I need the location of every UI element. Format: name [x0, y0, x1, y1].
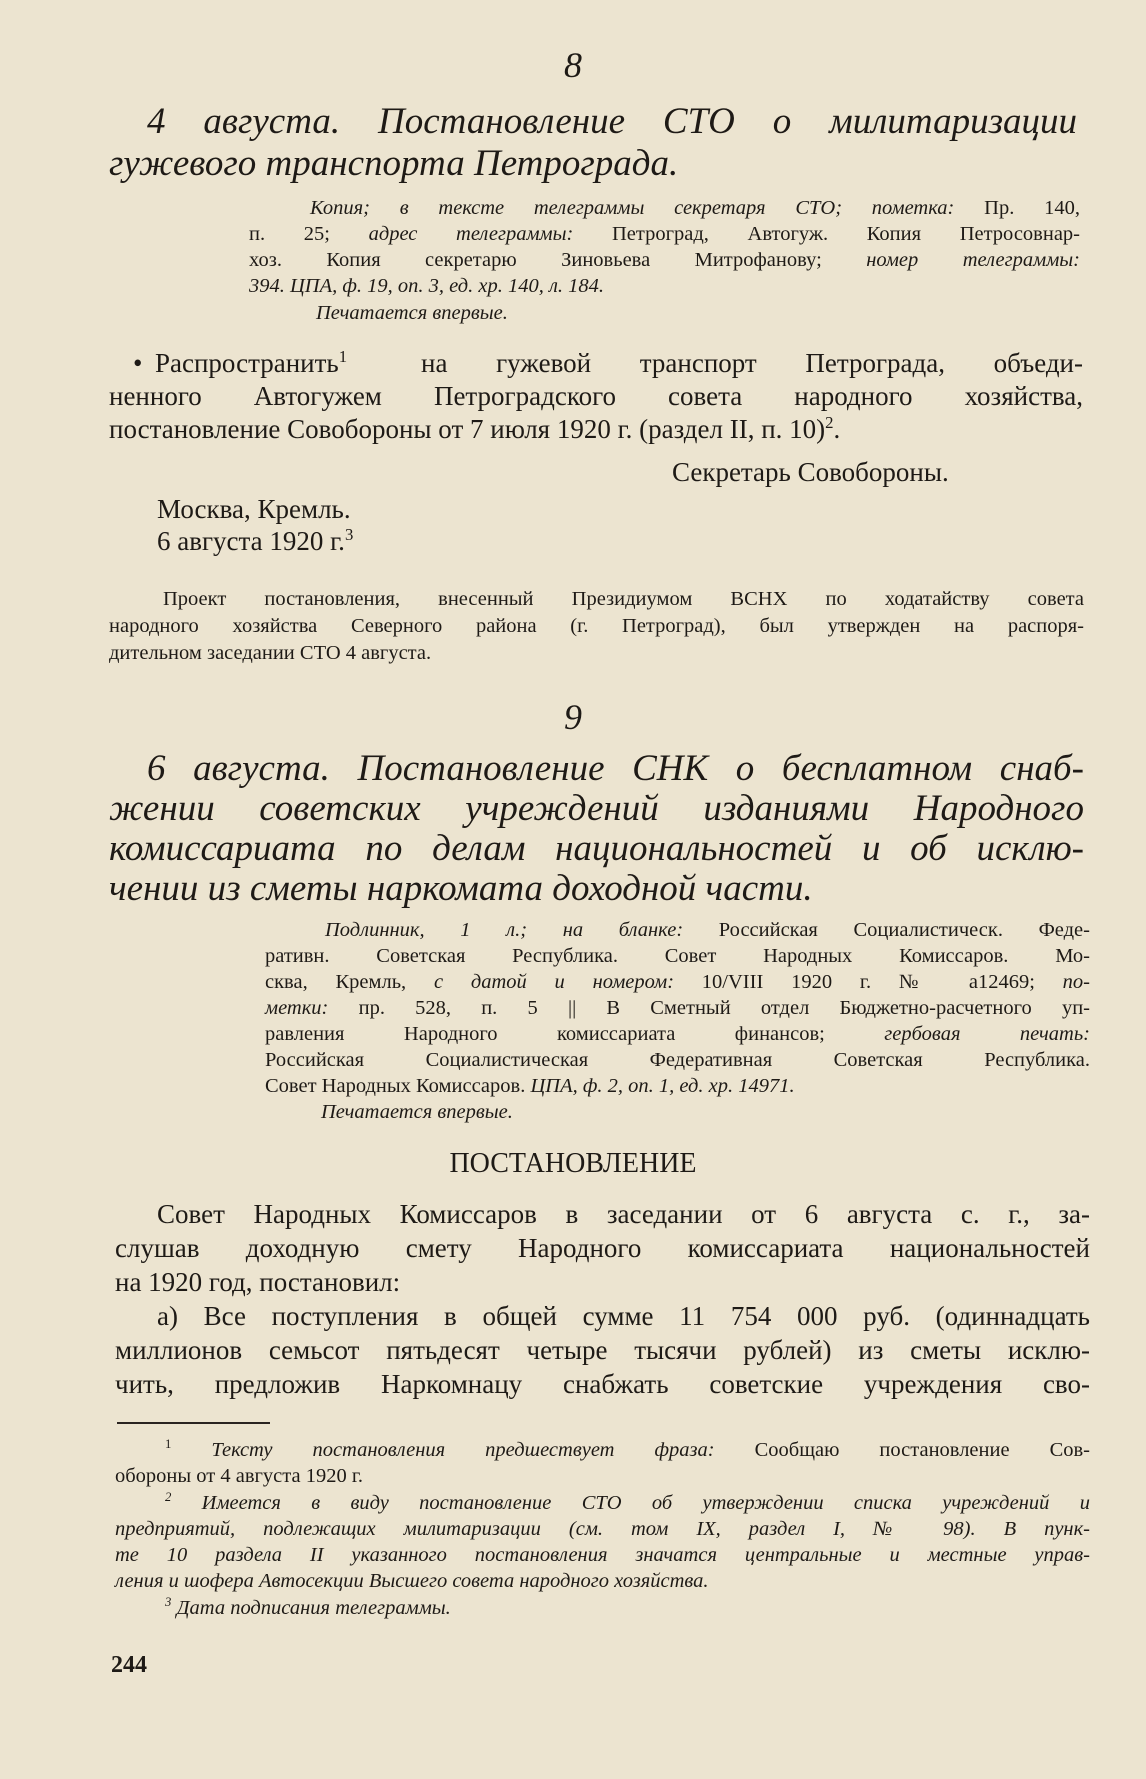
doc8-body-line-3: постановление Совобороны от 7 июля 1920 г. (раздел II, п. 10)$^2$.	[109, 413, 841, 444]
document-number-9: 9	[564, 697, 582, 737]
doc9-title-line-4: чении из сметы наркомата доходной части.	[109, 868, 813, 909]
footnote-2-line-1: $^2$ Имеется в виду постановление СТО об утверждении списка учреждений и	[165, 1490, 1090, 1514]
document-number-8: 8	[564, 45, 582, 85]
book-page: 8 4 августа. Постановление СТО о милитаризации гужевого транспорта Петрограда. Копия; в тексте телеграммы секретаря СТО; пометка: Пр. 140, п. 25; адрес телеграммы: Петроград, Автогуж. Копия Петросовнар- хоз. Копия секретарю Зиновьева Митрофанову; номер телеграммы: 394. ЦПА, ф. 19, оп. 3, ед. хр. 140, л. 184. Печатается впервые. • Распространить$^1$ на гужевой транспорт Петрограда, объеди- ненного Автогужем Петроградского совета народного хозяйства, постановление Совобороны от 7 июля 1920 г. (раздел II, п. 10)$^2$. Секретарь Совобороны. Москва, Кремль. 6 августа 1920 г.$^3$ Проект постановления, внесенный Президиумом ВСНХ по ходатайству совета народного хозяйства Северного района (г. Петроград), был утвержден на распоря- дительном заседании СТО 4 августа. 9 6 августа. Постановление СНК о бесплатном снаб- жении советских учреждений изданиями Народного комиссариата по делам национальностей и об исклю- чении из сметы наркомата доходной части. Подлинник, 1 л.; на бланке: Российская Социалистическ. Феде- ративн. Советская Республика. Совет Народных Комиссаров. Мо- сква, Кремль, с датой и номером: 10/VIII 1920 г. № а12469; по- метки: пр. 528, п. 5 || В Сметный отдел Бюджетно-расчетного уп- равления Народного комиссариата финансов; гербовая печать: Российская Социалистическая Федеративная Советская Республика. Совет Народных Комиссаров. ЦПА, ф. 2, оп. 1, ед. хр. 14971. Печатается впервые. ПОСТАНОВЛЕНИЕ Совет Народных Комиссаров в заседании от 6 августа с. г., за- слушав доходную смету Народного комиссариата национальностей на 1920 год, постановил: а) Все поступления в общей сумме 11 754 000 руб. (одиннадцать миллионов семьсот пятьдесят четыре тысячи рублей) из сметы исклю- чить, предложив Наркомнацу снабжать советские учреждения сво- $^1$ Тексту постановления предшествует фраза: Сообщаю постановление Сов- обороны от 4 августа 1920 г. $^2$ Имеется в виду постановление СТО об утверждении списка учреждений и предприятий, подлежащих милитаризации (см. том IX, раздел I, № 98). В пунк- те 10 раздела II указанного постановления значатся центральные и местные управ- ления и шофера Автосекции Высшего совета народного хозяйства. $^3$ Дата подписания телеграммы. 244	[0, 0, 1146, 1779]
footnote-3: $^3$ Дата подписания телеграммы.	[165, 1595, 451, 1619]
doc8-signature: Секретарь Совобороны.	[672, 457, 949, 487]
doc8-title-line-2: гужевого транспорта Петрограда.	[109, 143, 679, 184]
doc9-title-line-2: жении советских учреждений изданиями Народного	[109, 788, 1084, 829]
doc8-archive-line-1: Копия; в тексте телеграммы секретаря СТО; пометка: Пр. 140,	[310, 197, 1080, 219]
doc8-archive-line-2: п. 25; адрес телеграммы: Петроград, Автогуж. Копия Петросовнар-	[249, 223, 1080, 245]
doc8-editorial-line-2: народного хозяйства Северного района (г. Петроград), был утвержден на распоря-	[109, 615, 1084, 637]
doc9-print-note: Печатается впервые.	[321, 1101, 513, 1123]
doc8-print-note: Печатается впервые.	[316, 302, 508, 324]
doc8-editorial-line-1: Проект постановления, внесенный Президиумом ВСНХ по ходатайству совета	[163, 588, 1084, 610]
doc8-title-line-1: 4 августа. Постановление СТО о милитаризации	[147, 101, 1077, 142]
doc9-archive-line-4: метки: пр. 528, п. 5 || В Сметный отдел Бюджетно-расчетного уп-	[265, 997, 1090, 1019]
footnote-2-line-3: те 10 раздела II указанного постановления значатся центральные и местные управ-	[115, 1544, 1090, 1566]
doc9-body-line-6: чить, предложив Наркомнацу снабжать советские учреждения сво-	[115, 1369, 1090, 1399]
footnote-1-line-1: $^1$ Тексту постановления предшествует фраза: Сообщаю постановление Сов-	[165, 1437, 1090, 1461]
doc9-archive-line-3: сква, Кремль, с датой и номером: 10/VIII 1920 г. № а12469; по-	[265, 971, 1090, 993]
doc8-editorial-line-3: дительном заседании СТО 4 августа.	[109, 642, 432, 664]
footnote-ref-2: 2	[825, 413, 834, 432]
footnote-divider	[117, 1422, 270, 1424]
doc9-archive-line-7: Совет Народных Комиссаров. ЦПА, ф. 2, оп. 1, ед. хр. 14971.	[265, 1075, 795, 1097]
doc8-archive-line-4: 394. ЦПА, ф. 19, оп. 3, ед. хр. 140, л. 184.	[249, 275, 605, 297]
doc8-date: 6 августа 1920 г.$^3$	[157, 525, 354, 556]
footnote-ref-1: 1	[338, 347, 348, 366]
doc8-archive-line-3: хоз. Копия секретарю Зиновьева Митрофанову; номер телеграммы:	[249, 249, 1081, 271]
doc9-heading: ПОСТАНОВЛЕНИЕ	[449, 1148, 697, 1179]
doc9-body-line-2: слушав доходную смету Народного комиссариата национальностей	[115, 1233, 1090, 1263]
doc9-body-line-3: на 1920 год, постановил:	[115, 1267, 401, 1297]
footnote-1-line-2: обороны от 4 августа 1920 г.	[115, 1465, 364, 1487]
doc8-body-line-2: ненного Автогужем Петроградского совета народного хозяйства,	[109, 381, 1083, 411]
doc9-body-line-4: а) Все поступления в общей сумме 11 754 000 руб. (одиннадцать	[157, 1301, 1090, 1331]
doc9-body-line-5: миллионов семьсот пятьдесят четыре тысячи рублей) из сметы исклю-	[115, 1335, 1090, 1365]
doc9-archive-line-1: Подлинник, 1 л.; на бланке: Российская Социалистическ. Феде-	[325, 919, 1090, 941]
doc9-archive-line-5: равления Народного комиссариата финансов; гербовая печать:	[265, 1023, 1090, 1045]
doc9-archive-line-6: Российская Социалистическая Федеративная Советская Республика.	[265, 1049, 1090, 1071]
page-number: 244	[111, 1652, 147, 1678]
doc9-title-line-1: 6 августа. Постановление СНК о бесплатном снаб-	[147, 748, 1084, 789]
footnote-ref-3: 3	[344, 525, 354, 544]
doc9-archive-line-2: ративн. Советская Республика. Совет Народных Комиссаров. Мо-	[265, 945, 1090, 967]
footnote-2-line-4: ления и шофера Автосекции Высшего совета народного хозяйства.	[115, 1570, 709, 1592]
footnote-2-line-2: предприятий, подлежащих милитаризации (см. том IX, раздел I, № 98). В пунк-	[115, 1518, 1090, 1540]
doc9-body-line-1: Совет Народных Комиссаров в заседании от 6 августа с. г., за-	[157, 1199, 1090, 1229]
doc8-place: Москва, Кремль.	[157, 494, 351, 524]
doc9-title-line-3: комиссариата по делам национальностей и об исклю-	[109, 828, 1084, 869]
